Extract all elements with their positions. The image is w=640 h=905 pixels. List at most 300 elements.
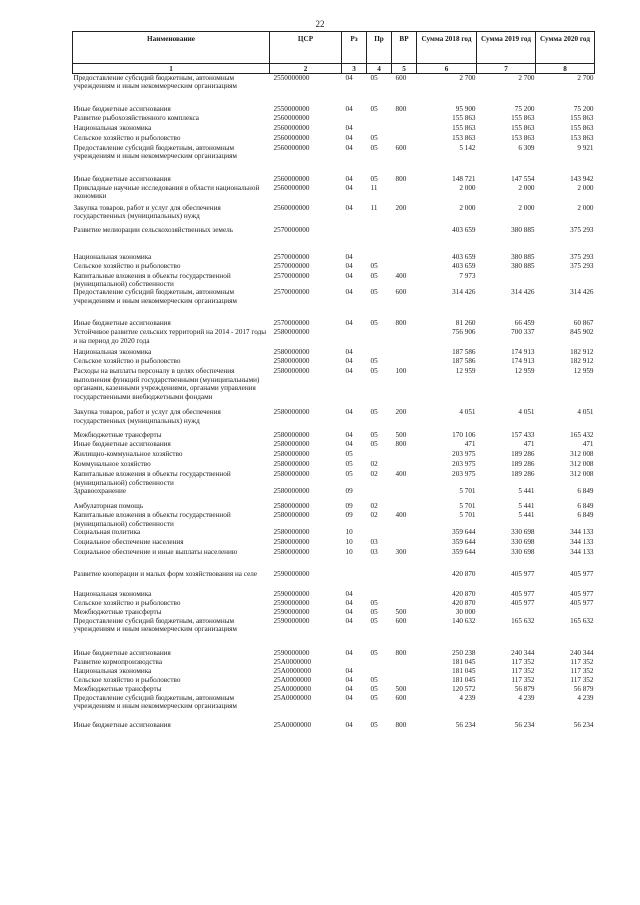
- row-name: Здравоохранение: [73, 487, 127, 496]
- table-row: [73, 676, 595, 685]
- row-rz: 04: [345, 261, 353, 270]
- row-rz: 04: [345, 252, 353, 261]
- row-sum-2018: 359 644: [452, 547, 476, 556]
- row-sum-2020: 375 293: [570, 252, 594, 261]
- row-sum-2020: 314 426: [570, 288, 594, 297]
- row-sum-2020: 2 000: [577, 183, 594, 192]
- row-pr: 02: [370, 511, 378, 520]
- row-sum-2020: 845 902: [570, 328, 594, 337]
- row-sum-2019: 5 441: [518, 511, 535, 520]
- row-pr: 05: [370, 693, 378, 702]
- table-row: [73, 694, 595, 721]
- row-sum-2019: 189 286: [511, 460, 535, 469]
- row-rz: 04: [345, 288, 353, 297]
- row-vr: 100: [395, 367, 407, 376]
- row-name: Социальное обеспечение населения: [73, 537, 184, 546]
- row-sum-2020: 2 000: [577, 203, 594, 212]
- row-vr: [392, 502, 417, 511]
- row-pr: [367, 114, 392, 124]
- row-sum-2020: 405 977: [570, 589, 594, 598]
- table-row: [73, 184, 595, 204]
- table-row: [73, 450, 595, 460]
- row-rz: [342, 328, 367, 348]
- row-csr: 2580000000: [273, 502, 310, 511]
- row-sum-2020: 312 008: [570, 460, 594, 469]
- row-vr: 600: [395, 74, 407, 82]
- row-name: Сельское хозяйство и рыболовство: [73, 261, 181, 270]
- row-vr: [392, 184, 417, 204]
- row-csr: 2570000000: [273, 252, 310, 261]
- row-name: Развитие кооперации и малых форм хозяйствования на селе: [73, 569, 258, 578]
- column-number: 1: [73, 64, 270, 74]
- row-vr: [392, 676, 417, 685]
- table-row: [73, 440, 595, 450]
- column-number: 2: [270, 64, 342, 74]
- row-csr: 2580000000: [273, 487, 310, 496]
- row-sum-2020: [536, 272, 595, 289]
- row-sum-2019: 2 000: [518, 183, 535, 192]
- column-number: 3: [342, 64, 367, 74]
- row-pr: 11: [370, 183, 378, 192]
- row-sum-2018: 5 701: [459, 502, 476, 511]
- row-rz: 10: [345, 547, 353, 556]
- row-sum-2019: 5 441: [518, 502, 535, 511]
- row-rz: 04: [345, 143, 353, 152]
- table-row: [73, 667, 595, 676]
- row-sum-2018: 314 426: [452, 288, 476, 297]
- row-sum-2020: 4 051: [577, 408, 594, 417]
- row-pr: 05: [370, 607, 378, 616]
- row-sum-2020: 165 432: [570, 431, 594, 440]
- row-name: Расходы на выплаты персоналу в целях обеспечения выполнения функций государственными (муниципальными) органами, казенными учреждениями, органами управления государственными внебюджетными фондами: [73, 367, 260, 401]
- row-sum-2018: 155 863: [452, 113, 476, 122]
- column-number: 5: [392, 64, 417, 74]
- row-sum-2020: 2 700: [577, 74, 594, 82]
- page-number: 22: [315, 19, 325, 29]
- row-vr: [392, 667, 417, 676]
- table-row: [73, 204, 595, 226]
- row-name: Развитие кормопроизводства: [73, 657, 163, 666]
- row-sum-2019: 2 700: [518, 74, 535, 82]
- row-rz: [342, 658, 367, 667]
- row-vr: [392, 253, 417, 262]
- row-sum-2018: 756 906: [452, 328, 476, 337]
- row-name: Капитальные вложения в объекты государственной (муниципальной) собственности: [73, 271, 231, 288]
- row-vr: 800: [395, 174, 407, 183]
- row-csr: 2580000000: [273, 527, 310, 536]
- row-rz: 04: [345, 319, 353, 328]
- table-row: [73, 528, 595, 538]
- row-pr: 05: [370, 271, 378, 280]
- row-pr: [367, 226, 392, 253]
- row-vr: 200: [395, 408, 407, 417]
- row-sum-2020: 182 912: [570, 357, 594, 366]
- row-name: Иные бюджетные ассигнования: [73, 104, 171, 113]
- row-csr: 2560000000: [273, 183, 310, 192]
- row-csr: 2570000000: [273, 288, 310, 297]
- header-name: Наименование: [73, 32, 270, 64]
- row-rz: 04: [345, 598, 353, 607]
- row-csr: 2560000000: [273, 133, 310, 142]
- row-sum-2019: 471: [523, 440, 535, 449]
- row-name: Капитальные вложения в объекты государственной (муниципальной) собственности: [73, 511, 231, 528]
- row-pr: 05: [370, 357, 378, 366]
- row-vr: 600: [395, 693, 407, 702]
- table-row: [73, 721, 595, 730]
- row-csr: 2580000000: [273, 328, 310, 337]
- row-sum-2018: 2 000: [459, 183, 476, 192]
- row-sum-2018: 203 975: [452, 450, 476, 459]
- row-rz: 04: [345, 666, 353, 675]
- row-vr: 500: [395, 431, 407, 440]
- row-rz: 04: [345, 203, 353, 212]
- row-sum-2018: 203 975: [452, 460, 476, 469]
- table-row: [73, 226, 595, 253]
- row-csr: 25А0000000: [273, 657, 312, 666]
- row-name: Коммунальное хозяйство: [73, 460, 151, 469]
- row-csr: 25А0000000: [273, 675, 312, 684]
- row-sum-2019: 174 913: [511, 348, 535, 357]
- row-name: Иные бюджетные ассигнования: [73, 174, 171, 183]
- row-sum-2018: 181 045: [452, 657, 476, 666]
- row-sum-2020: 375 293: [570, 261, 594, 270]
- row-pr: 05: [370, 598, 378, 607]
- row-rz: 09: [345, 502, 353, 511]
- row-sum-2018: 12 959: [455, 367, 476, 376]
- row-vr: [392, 590, 417, 599]
- row-vr: [392, 226, 417, 253]
- row-vr: [392, 538, 417, 548]
- row-sum-2020: 4 239: [577, 693, 594, 702]
- row-vr: 800: [395, 720, 407, 729]
- row-rz: 04: [345, 648, 353, 657]
- row-vr: 800: [395, 319, 407, 328]
- row-sum-2019: 330 698: [511, 547, 535, 556]
- row-csr: 2570000000: [273, 271, 310, 280]
- row-csr: 2580000000: [273, 431, 310, 440]
- row-rz: 04: [345, 271, 353, 280]
- row-rz: 04: [345, 607, 353, 616]
- row-pr: 11: [370, 203, 378, 212]
- row-sum-2020: 56 879: [573, 684, 594, 693]
- column-number: 7: [477, 64, 536, 74]
- row-name: Межбюджетные трансферты: [73, 684, 162, 693]
- row-csr: 2580000000: [273, 470, 310, 479]
- row-sum-2019: 174 913: [511, 357, 535, 366]
- row-rz: 04: [345, 616, 353, 625]
- table-row: [73, 357, 595, 367]
- row-pr: 03: [370, 537, 378, 546]
- row-name: Межбюджетные трансферты: [73, 431, 162, 440]
- row-rz: 04: [345, 408, 353, 417]
- row-csr: 2580000000: [273, 357, 310, 366]
- row-sum-2018: 181 045: [452, 675, 476, 684]
- header-rz: Рз: [342, 32, 367, 64]
- table-row: [73, 548, 595, 570]
- row-rz: 04: [345, 367, 353, 376]
- row-name: Социальное обеспечение и иные выплаты населению: [73, 547, 238, 556]
- row-name: Сельское хозяйство и рыболовство: [73, 598, 181, 607]
- row-sum-2018: 170 106: [452, 431, 476, 440]
- table-row: [73, 348, 595, 357]
- row-pr: 05: [370, 684, 378, 693]
- row-sum-2019: 405 977: [511, 569, 535, 578]
- row-name: Предоставление субсидий бюджетным, автономным учреждениям и иным некоммерческим организациям: [73, 143, 237, 160]
- row-name: Национальная экономика: [73, 252, 152, 261]
- row-rz: [342, 570, 367, 590]
- row-rz: 09: [345, 487, 353, 496]
- row-pr: [367, 658, 392, 667]
- table-row: [73, 431, 595, 440]
- row-pr: [367, 570, 392, 590]
- row-sum-2018: 181 045: [452, 666, 476, 675]
- row-sum-2019: 157 433: [511, 431, 535, 440]
- row-rz: 04: [345, 684, 353, 693]
- row-csr: 2570000000: [273, 225, 310, 234]
- row-csr: 2580000000: [273, 367, 310, 376]
- table-row: [73, 658, 595, 667]
- row-sum-2019: 4 051: [518, 408, 535, 417]
- row-sum-2019: 56 234: [514, 720, 535, 729]
- row-name: Жилищно-коммунальное хозяйство: [73, 450, 183, 459]
- row-sum-2018: 359 644: [452, 527, 476, 536]
- row-sum-2019: 380 885: [511, 252, 535, 261]
- row-name: Сельское хозяйство и рыболовство: [73, 357, 181, 366]
- row-name: Национальная экономика: [73, 666, 152, 675]
- row-vr: 800: [395, 104, 407, 113]
- row-name: Развитие мелиорации сельскохозяйственных земель: [73, 225, 234, 234]
- row-pr: 05: [370, 616, 378, 625]
- row-sum-2020: 312 008: [570, 470, 594, 479]
- row-pr: 02: [370, 470, 378, 479]
- row-name: Национальная экономика: [73, 123, 152, 132]
- row-rz: 10: [345, 527, 353, 536]
- table-row: [73, 134, 595, 144]
- row-pr: 05: [370, 408, 378, 417]
- row-pr: 05: [370, 675, 378, 684]
- row-pr: 05: [370, 367, 378, 376]
- row-rz: 04: [345, 357, 353, 366]
- row-sum-2018: 359 644: [452, 537, 476, 546]
- header-pr: Пр: [367, 32, 392, 64]
- row-rz: 04: [345, 183, 353, 192]
- row-rz: 04: [345, 104, 353, 113]
- row-sum-2018: 5 142: [459, 143, 476, 152]
- row-sum-2019: 380 885: [511, 261, 535, 270]
- row-csr: 2590000000: [273, 598, 310, 607]
- row-sum-2018: 420 870: [452, 589, 476, 598]
- row-sum-2019: 314 426: [511, 288, 535, 297]
- row-sum-2018: 153 863: [452, 133, 476, 142]
- row-name: Межбюджетные трансферты: [73, 607, 162, 616]
- header-vr: ВР: [392, 32, 417, 64]
- row-rz: 10: [345, 537, 353, 546]
- row-vr: [392, 450, 417, 460]
- row-sum-2019: 380 885: [511, 225, 535, 234]
- row-sum-2020: 344 133: [570, 547, 594, 556]
- row-rz: [342, 226, 367, 253]
- row-vr: [392, 134, 417, 144]
- row-rz: 04: [345, 431, 353, 440]
- row-sum-2019: 6 309: [518, 143, 535, 152]
- row-sum-2018: 203 975: [452, 470, 476, 479]
- table-row: [73, 408, 595, 431]
- table-row: [73, 175, 595, 184]
- row-sum-2020: 6 849: [577, 511, 594, 520]
- row-pr: 05: [370, 261, 378, 270]
- row-sum-2018: 187 586: [452, 357, 476, 366]
- row-pr: 05: [370, 319, 378, 328]
- row-name: Иные бюджетные ассигнования: [73, 720, 171, 729]
- row-name: Сельское хозяйство и рыболовство: [73, 675, 181, 684]
- table-row: [73, 253, 595, 262]
- header-sum-2018: Сумма 2018 год: [417, 32, 477, 64]
- row-sum-2018: 403 659: [452, 225, 476, 234]
- row-sum-2018: 148 721: [452, 174, 476, 183]
- row-rz: 09: [345, 511, 353, 520]
- row-name: Национальная экономика: [73, 348, 152, 357]
- row-sum-2020: 153 863: [570, 133, 594, 142]
- row-rz: 04: [345, 174, 353, 183]
- row-csr: 2580000000: [273, 547, 310, 556]
- table-row: [73, 144, 595, 175]
- table-row: [73, 685, 595, 694]
- row-csr: 2560000000: [273, 143, 310, 152]
- row-csr: 2590000000: [273, 607, 310, 616]
- row-name: Закупка товаров, работ и услуг для обеспечения государственных (муниципальных) нужд: [73, 408, 221, 425]
- row-sum-2020: 12 959: [573, 367, 594, 376]
- row-sum-2019: 189 286: [511, 450, 535, 459]
- row-csr: 2590000000: [273, 589, 310, 598]
- row-sum-2020: 240 344: [570, 648, 594, 657]
- row-csr: 2580000000: [273, 511, 310, 520]
- table-row: [73, 328, 595, 348]
- column-number: 4: [367, 64, 392, 74]
- row-vr: [392, 348, 417, 357]
- table-row: [73, 262, 595, 272]
- row-sum-2019: 155 863: [511, 123, 535, 132]
- table-row: [73, 570, 595, 590]
- row-sum-2020: 60 867: [573, 319, 594, 328]
- row-sum-2018: 56 234: [455, 720, 476, 729]
- row-pr: [367, 124, 392, 134]
- row-name: Сельское хозяйство и рыболовство: [73, 133, 181, 142]
- row-pr: 05: [370, 440, 378, 449]
- row-vr: 600: [395, 288, 407, 297]
- row-sum-2018: 471: [464, 440, 476, 449]
- row-csr: 2560000000: [273, 113, 310, 122]
- row-vr: [392, 262, 417, 272]
- header-sum-2019: Сумма 2019 год: [477, 32, 536, 64]
- table-row: [73, 74, 595, 105]
- row-name: Социальная политика: [73, 527, 141, 536]
- row-pr: [367, 253, 392, 262]
- header-sum-2020: Сумма 2020 год: [536, 32, 595, 64]
- row-sum-2018: 30 000: [455, 607, 476, 616]
- row-sum-2018: 2 700: [459, 74, 476, 82]
- row-vr: 500: [395, 684, 407, 693]
- row-name: Иные бюджетные ассигнования: [73, 440, 171, 449]
- row-pr: [367, 328, 392, 348]
- row-vr: 400: [395, 470, 407, 479]
- row-pr: 05: [370, 133, 378, 142]
- row-name: Прикладные научные исследования в области национальной экономики: [73, 183, 260, 200]
- row-sum-2020: 405 977: [570, 598, 594, 607]
- row-sum-2020: 312 008: [570, 450, 594, 459]
- row-vr: 500: [395, 607, 407, 616]
- row-sum-2020: 75 200: [573, 104, 594, 113]
- row-rz: 05: [345, 450, 353, 459]
- row-rz: 04: [345, 123, 353, 132]
- row-vr: [392, 328, 417, 348]
- row-csr: 25А0000000: [273, 720, 312, 729]
- row-csr: 2560000000: [273, 123, 310, 132]
- row-sum-2019: 56 879: [514, 684, 535, 693]
- row-sum-2020: 117 352: [570, 657, 594, 666]
- row-sum-2020: 182 912: [570, 348, 594, 357]
- table-row: [73, 105, 595, 114]
- row-sum-2020: 344 133: [570, 527, 594, 536]
- row-csr: 25А0000000: [273, 693, 312, 702]
- table-row: [73, 608, 595, 617]
- row-pr: 02: [370, 502, 378, 511]
- table-row: [73, 272, 595, 289]
- row-pr: 05: [370, 104, 378, 113]
- row-rz: 04: [345, 589, 353, 598]
- row-pr: 05: [370, 174, 378, 183]
- row-rz: [342, 114, 367, 124]
- row-sum-2018: 4 239: [459, 693, 476, 702]
- row-csr: 2590000000: [273, 569, 310, 578]
- row-vr: [392, 528, 417, 538]
- row-vr: [392, 570, 417, 590]
- row-pr: [367, 528, 392, 538]
- row-vr: 400: [395, 511, 407, 520]
- row-vr: [392, 487, 417, 502]
- budget-table: [72, 31, 595, 730]
- row-rz: 04: [345, 74, 353, 82]
- row-csr: 2560000000: [273, 203, 310, 212]
- row-sum-2018: 2 000: [459, 203, 476, 212]
- row-sum-2019: 189 286: [511, 470, 535, 479]
- row-pr: 05: [370, 143, 378, 152]
- row-csr: 2550000000: [273, 74, 310, 82]
- row-sum-2020: 155 863: [570, 123, 594, 132]
- row-sum-2019: [477, 608, 536, 617]
- row-name: Иные бюджетные ассигнования: [73, 319, 171, 328]
- row-name: Предоставление субсидий бюджетным, автономным учреждениям и иным некоммерческим организациям: [73, 616, 237, 634]
- row-csr: 2580000000: [273, 440, 310, 449]
- row-rz: 04: [345, 693, 353, 702]
- table-row: [73, 538, 595, 548]
- row-sum-2019: 117 352: [511, 657, 535, 666]
- row-sum-2019: 4 239: [518, 693, 535, 702]
- table-row: [73, 599, 595, 608]
- row-pr: [367, 450, 392, 460]
- row-rz: 05: [345, 470, 353, 479]
- row-sum-2018: 7 973: [459, 271, 476, 280]
- row-rz: 04: [345, 348, 353, 357]
- row-sum-2020: 143 942: [570, 174, 594, 183]
- row-sum-2019: 405 977: [511, 598, 535, 607]
- row-sum-2018: 140 632: [452, 616, 476, 625]
- row-sum-2019: 147 554: [511, 174, 535, 183]
- table-row: [73, 124, 595, 134]
- row-sum-2018: 120 572: [452, 684, 476, 693]
- row-sum-2019: 75 200: [514, 104, 535, 113]
- row-vr: [392, 599, 417, 608]
- row-csr: 2560000000: [273, 174, 310, 183]
